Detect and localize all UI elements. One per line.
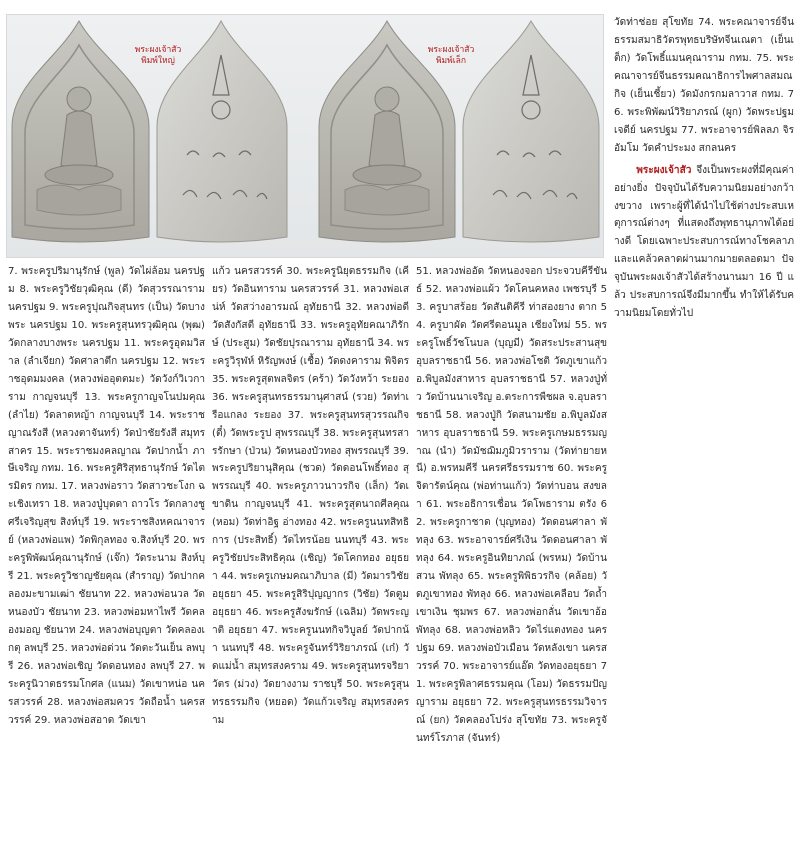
column-4-paragraph-2: [614, 162, 794, 324]
caption-large-line2: พิมพ์ใหญ่: [141, 56, 175, 66]
column-4-paragraph-1: วัดท่าช่อย สุโขทัย 74. พระคณาจารย์จีนธรรมสมาธิวัตรพุทธบริษัทจีนเณตา (เย็นเต็ก) วัดโพธิ์แมนคุณาราม กทม. 75. พระคณาจารย์จีนธรรมคณาธิการไพศาลสมณกิจ (เย็นเชี้ยว) วัดมังกรกมลาวาส กทม. 76. พระพิพัฒน์วิริยาภรณ์ (ผูก) วัดพระปฐมเจดีย์ นครปฐม 77. พระอาจารย์พิลลภ จิรอัมโม วัดคำประมง สกลนคร: [614, 17, 794, 154]
text-column-2: [212, 263, 409, 848]
caption-small-line1: พระผงเจ้าสัว: [427, 45, 475, 55]
text-column-1: [8, 263, 205, 848]
amulet-photo-panel: [6, 14, 604, 258]
highlight-amulet-name: พระผงเจ้าสัว: [636, 164, 692, 176]
amulet-photos: [7, 15, 605, 259]
caption-small: [412, 45, 490, 67]
column-3-text: 51. หลวงพ่ออัด วัดหนองจอก ประจวบคีรีขันธ์ 52. หลวงพ่อแผ้ว วัดโคนคหลง เพชรบุรี 53. ครูบาสร้อย วัดสันติคีรี ท่าสองยาง ตาก 54. ครูบาผัด วัดศรีดอนมูล เชียงใหม่ 55. พระครูโพธิ์วัชโนบล (บุญมี) วัดสระประสานสุข อุบลราชธานี 56. หลวงพ่อโชติ วัดภูเขาแก้ว อ.พิบูลมังสาหาร อุบลราชธานี 57. หลวงปู่ทั่ว วัดบ้านนาเจริญ อ.ตระการพืชผล จ.อุบลราชธานี 58. หลวงปู่กิ วัดสนามชัย อ.พิบูลมังสาหาร อุบลราชธานี 59. พระครูเกษมธรรมญาณ (นำ) วัดมัชฌิมภูมิวราราม (วัดท่ายายหนี) อ.พรหมคีรี นครศรีธรรมราช 60. พระครูจิตารัตน์คุณ (พ่อท่านแก้ว) วัดท่าบอน สงขลา 61. พระอธิการเชื่อน วัดโพธาราม ตรัง 62. พระครูกาชาด (บุญทอง) วัดดอนศาลา พัทลุง 63. พระอาจารย์ศรีเงิน วัดดอนศาลา พัทลุง 64. พระครูอินทิยาภณ์ (พรหม) วัดบ้านสวน พัทลุง 65. พระครูพิพิธวรกิจ (คล้อย) วัดภูเขาทอง พัทลุง 66. หลวงพ่อเคลือบ วัดถ้ำเขาเงิน ชุมพร 67. หลวงพ่อกลั่น วัดเขาอ้อ พัทลุง 68. หลวงพ่อหลิว วัดไร่แตงทอง นครปฐม 69. หลวงพ่อบัวเมือน วัดหลังเขา นครสวรรค์ 70. พระอาจารย์แอ๊ด วัดทองอยุธยา 71. พระครูพิลาศธรรมคุณ (โอม) วัดธรรมปัญญาราม อยุธยา 72. พระครูสุนทรธรรมวิจารณ์ (ยก) วัดคลองโปร่ง สุโขทัย 73. พระครูจันทร์โรภาส (จันทร์): [416, 266, 607, 744]
column-2-text: แก้ว นครสวรรค์ 30. พระครูนิยุตธรรมกิจ (เคียร) วัดอินทาราม นครสวรรค์ 31. หลวงพ่อเสน่ห์ วัดสว่างอารมณ์ อุทัยธานี 32. หลวงพ่อดี วัดสังกัสตี อุทัยธานี 33. พระครูอุทัยคณาภิรักษ์ (ประสูม) วัดชัยปุรณาราม อุทัยธานี 34. พระครูวิรุฬห์ หิรัญพงษ์ (เชื้อ) วัดดงคาราม พิจิตร 35. พระครูสุตพลจิตร (คร้า) วัดวังหว้า ระยอง 36. พระครูสุนทรธรรมานุศาสน์ (รวย) วัดท่าเรือแกลง ระยอง 37. พระครูสุนทรสุวรรณกิจ (ตี๋) วัดพระรูป สุพรรณบุรี 38. พระครูสุนทรสารรักษา (ป่วน) วัดหนองบัวทอง สุพรรณบุรี 39. พระครูปริยานุสิคุณ (ชวด) วัดดอนโพธิ์ทอง สุพรรณบุรี 40. พระครูภาวนาวรกิจ (เล็ก) วัดเขาดิน กาญจนบุรี 41. พระครูสุตนาถศีลคุณ (หอม) วัดท่าอิฐ อ่างทอง 42. พระครูนนทสิทธิการ (ประสิทธิ์) วัดไทรน้อย นนทบุรี 43. พระครูวิชัยประสิทธิคุณ (เชิญ) วัดโคกทอง อยุธยา 44. พระครูเกษมคณาภิบาล (มี) วัดมารวิชัย อยุธยา 45. พระครูสิริปุญญากร (วิชัย) วัดตูม อยุธยา 46. พระครูสังฆรักษ์ (เฉลิม) วัดพระญาติ อยุธยา 47. พระครูนนทกิจวิบูลย์ วัดปากน้ำ นนทบุรี 48. พระครูจันทร์วิริยาภรณ์ (เก๋) วัดแม่น้ำ สมุทรสงคราม 49. พระครูสุนทรจริยาวัตร (ม่วง) วัดยางงาม ราชบุรี 50. พระครูสุนทรธรรมกิจ (หยอด) วัดแก้วเจริญ สมุทรสงคราม: [212, 266, 409, 726]
caption-small-line2: พิมพ์เล็ก: [435, 56, 467, 66]
column-4-paragraph-2-body: จึงเป็นพระผงที่มีคุณค่าอย่างยิ่ง ปัจจุบันได้รับความนิยมอย่างกว้างขวาง เพราะผู้ที่ได้นำไปใช้ต่างประสบเหตุการณ์ต่างๆ ที่แสดงถึงพุทธานุภาพได้อย่างดี โดยเฉพาะประสบการณ์ทางโชคลาภและแคล้วคลาดผ่านมากมายตลอดมา ปัจจุบันพระผงเจ้าสัวได้สร้างนานมา 16 ปี แล้ว ประสบการณ์จึงมีมากขึ้น ทำให้ได้รับความนิยมโดยทั่วไป: [614, 164, 794, 320]
caption-large: [119, 45, 197, 67]
column-1-text: 7. พระครูปริมานุรักษ์ (พูล) วัดไผ่ล้อม นครปฐม 8. พระครูวิชัยวุฒิคุณ (ดี) วัดสุวรรณาราม นครปฐม 9. พระครูปุณกิจสุนทร (เป็น) วัดบางพระ นครปฐม 10. พระครูสุนทรวุฒิคุณ (พุฒ) วัดกลางบางพระ นครปฐม 11. พระครูอุดมวิสาล (ลำเจียก) วัดศาลาตึก นครปฐม 12. พระราชอุดมมงคล (หลวงพ่ออุตตมะ) วัดวังก์วิเวการาม กาญจนบุรี 13. พระครูกาญจโนปมคุณ (ลำไย) วัดลาดหญ้า กาญจนบุรี 14. พระราชญาณรังสี (หลวงตาจันทร์) วัดป่าชัยรังสี สมุทรสาคร 15. พระราชมงคลญาณ วัดปากน้ำ ภาษีเจริญ กทม. 16. พระครูศิริสุทธานุรักษ์ วัดไตรมิตร กทม. 17. หลวงพ่อราว วัดสาวชะโงก ฉะเชิงเทรา 18. หลวงปู่บุดดา ถาวโร วัดกลางชูศรีเจริญสุข สิงห์บุรี 19. พระราชสิงหคณาจารย์ (หลวงพ่อแพ) วัดพิกุลทอง จ.สิงห์บุรี 20. พระครูพิพัฒน์คุณานุรักษ์ (เจ๊ก) วัดระนาม สิงห์บุรี 21. พระครูวิชาญชัยคุณ (สำราญ) วัดปากคลองมะขามเฒ่า ชัยนาท 22. หลวงพ่อนวล วัดหนองบัว ชัยนาท 23. หลวงพ่อมหาไพรี วัดคลองมอญ ชัยนาท 24. หลวงพ่อบุญตา วัดคลองเกตุ ลพบุรี 25. หลวงพ่อด่วน วัดตะวันเย็น ลพบุรี 26. หลวงพ่อเชิญ วัดดอนทอง ลพบุรี 27. พระครูนิวาตธรรมโกศล (แนม) วัดเขาหน่อ นครสวรรค์ 28. หลวงพ่อสมควร วัดถือน้ำ นครสวรรค์ 29. หลวงพ่อสอาด วัดเขา: [8, 266, 205, 726]
text-column-3: [416, 263, 607, 848]
caption-large-line1: พระผงเจ้าสัว: [134, 45, 182, 55]
text-column-4: [614, 14, 794, 414]
